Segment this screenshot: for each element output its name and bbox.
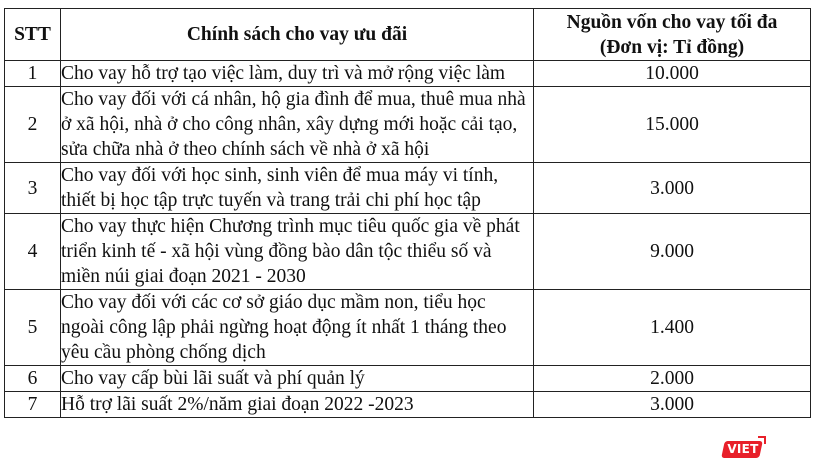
row-stt: 4 — [5, 214, 61, 290]
row-amount: 1.400 — [534, 290, 811, 366]
logo-text: VIET — [727, 442, 759, 456]
row-amount: 3.000 — [534, 163, 811, 214]
table-row — [5, 290, 811, 366]
table-row — [5, 366, 811, 392]
row-policy: Cho vay cấp bùi lãi suất và phí quản lý — [61, 366, 534, 392]
row-stt: 1 — [5, 61, 61, 87]
row-policy: Cho vay thực hiện Chương trình mục tiêu quốc gia về phát triển kinh tế - xã hội vùng đồng bào dân tộc thiểu số và miền núi giai đoạn 2021 - 2030 — [61, 214, 534, 290]
header-amount-line2: (Đơn vị: Tỉ đồng) — [599, 36, 745, 58]
row-policy: Hỗ trợ lãi suất 2%/năm giai đoạn 2022 -2023 — [61, 392, 534, 418]
row-stt: 2 — [5, 87, 61, 163]
header-amount — [534, 9, 811, 61]
row-policy: Cho vay đối với học sinh, sinh viên để mua máy vi tính, thiết bị học tập trực tuyến và trang trải chi phí học tập — [61, 163, 534, 214]
row-amount: 15.000 — [534, 87, 811, 163]
row-stt: 7 — [5, 392, 61, 418]
policy-loan-table — [4, 8, 811, 418]
row-amount: 3.000 — [534, 392, 811, 418]
table-row — [5, 163, 811, 214]
table-row — [5, 214, 811, 290]
row-amount: 9.000 — [534, 214, 811, 290]
row-amount: 2.000 — [534, 366, 811, 392]
header-policy: Chính sách cho vay ưu đãi — [61, 9, 534, 61]
row-policy: Cho vay đối với cá nhân, hộ gia đình để mua, thuê mua nhà ở xã hội, nhà ở cho công nhân, xây dựng mới hoặc cải tạo, sửa chữa nhà ở theo chính sách về nhà ở xã hội — [61, 87, 534, 163]
table-row — [5, 392, 811, 418]
row-policy: Cho vay đối với các cơ sở giáo dục mầm non, tiểu học ngoài công lập phải ngừng hoạt động ít nhất 1 tháng theo yêu cầu phòng chống dịch — [61, 290, 534, 366]
row-stt: 6 — [5, 366, 61, 392]
table-row — [5, 87, 811, 163]
viet-logo — [723, 440, 763, 459]
row-stt: 5 — [5, 290, 61, 366]
table-row — [5, 61, 811, 87]
row-amount: 10.000 — [534, 61, 811, 87]
row-policy: Cho vay hỗ trợ tạo việc làm, duy trì và mở rộng việc làm — [61, 61, 534, 87]
header-stt: STT — [5, 9, 61, 61]
row-stt: 3 — [5, 163, 61, 214]
table-header-row — [5, 9, 811, 61]
logo-arrow-icon — [758, 436, 766, 444]
header-amount-line1: Nguồn vốn cho vay tối đa — [566, 11, 778, 33]
